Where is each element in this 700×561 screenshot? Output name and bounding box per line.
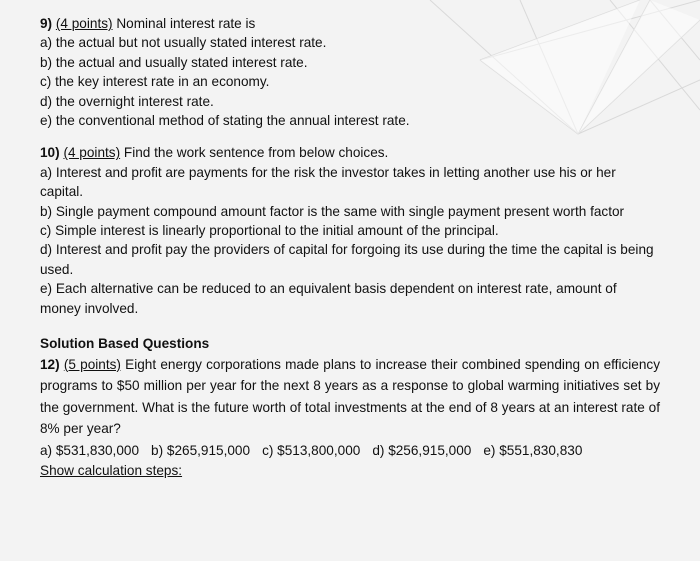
question-10 (40, 143, 660, 318)
question-9 (40, 14, 660, 130)
spacer (40, 130, 660, 143)
section-heading: Solution Based Questions (40, 336, 210, 352)
question-9-option-e: e) the conventional method of stating the annual interest rate. (40, 113, 410, 129)
question-12-stem-block (40, 354, 660, 440)
question-12-stem: Eight energy corporations made plans to increase their combined spending on efficiency programs to $50 million per year for the next 8 years as a response to global warming initiatives set by the government. What is the future worth of total investments at the end of 8 years at an interest rate of 8% per year? (40, 356, 660, 436)
question-10-option-b: b) Single payment compound amount factor is the same with single payment present worth factor (40, 203, 625, 219)
question-10-option-e: e) Each alternative can be reduced to an equivalent basis dependent on interest rate, amount of money involved. (40, 281, 617, 316)
question-10-stem: Find the work sentence from below choices. (123, 145, 389, 161)
question-9-option-d: d) the overnight interest rate. (40, 93, 214, 109)
question-12-points: (5 points) (63, 356, 121, 372)
question-9-stem: Nominal interest rate is (116, 16, 256, 31)
question-9-option-b: b) the actual and usually stated interest rate. (40, 54, 308, 70)
question-9-number: 9) (40, 16, 53, 31)
question-9-stem-line (40, 14, 660, 33)
question-12-option-b: b) $265,915,000 (151, 442, 251, 458)
question-12-option-e: e) $551,830,830 (483, 442, 583, 458)
question-12-options (40, 440, 660, 461)
question-10-option-a: a) Interest and profit are payments for the risk the investor takes in letting another use his or her capital. (40, 164, 616, 200)
question-10-option-d: d) Interest and profit pay the providers of capital for forgoing its use during the time the capital is being used. (40, 242, 654, 277)
question-9-points: (4 points) (55, 16, 113, 31)
question-12-option-a: a) $531,830,000 (40, 442, 140, 458)
question-12-option-c: c) $513,800,000 (262, 442, 361, 458)
question-12-footer: Show calculation steps: (40, 462, 183, 478)
question-12 (40, 354, 660, 480)
question-12-number: 12) (40, 356, 60, 372)
question-10-stem-line (40, 143, 660, 162)
question-12-option-d: d) $256,915,000 (372, 442, 472, 458)
question-document (40, 14, 660, 480)
spacer (40, 318, 660, 334)
question-9-option-c: c) the key interest rate in an economy. (40, 74, 270, 90)
question-10-points: (4 points) (63, 145, 121, 161)
question-9-option-a: a) the actual but not usually stated interest rate. (40, 35, 327, 51)
question-10-option-c: c) Simple interest is linearly proportional to the initial amount of the principal. (40, 223, 499, 239)
question-10-number: 10) (40, 145, 60, 161)
